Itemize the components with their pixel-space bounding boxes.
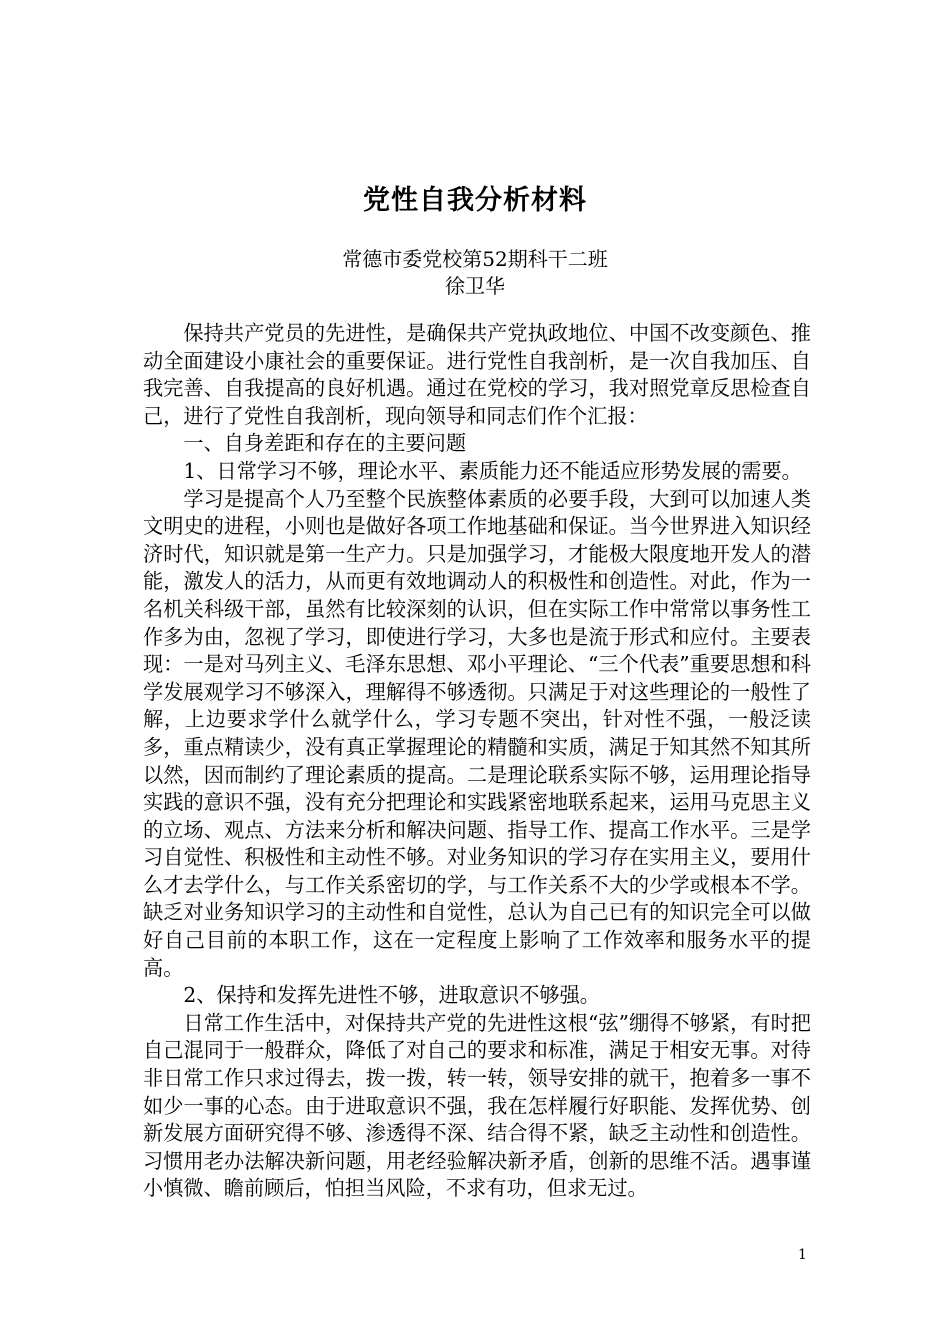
paragraph-study: 学习是提高个人乃至整个民族整体素质的必要手段，大到可以加速人类文明史的进程，小则也是做好各项工作地基础和保证。当今世界进入知识经济时代，知识就是第一生产力。只是加强学习，才能极大限度地开发人的潜能，激发人的活力，从而更有效地调动人的积极性和创造性。对此，作为一名机关科级干部，虽然有比较深刻的认识，但在实际工作中常常以事务性工作多为由，忽视了学习，即使进行学习，大多也是流于形式和应付。主要表现：一是对马列主义、毛泽东思想、邓小平理论、“三个代表”重要思想和科学发展观学习不够深入，理解得不够透彻。只满足于对这些理论的一般性了解，上边要求学什么就学什么，学习专题不突出，针对性不强，一般泛读多，重点精读少，没有真正掌握理论的精髓和实质，满足于知其然不知其所以然，因而制约了理论素质的提高。二是理论联系实际不够，运用理论指导实践的意识不强，没有充分把理论和实践紧密地联系起来，运用马克思主义的立场、观点、方法来分析和解决问题、指导工作、提高工作水平。三是学习自觉性、积极性和主动性不够。对业务知识的学习存在实用主义，要用什么才去学什么，与工作关系密切的学，与工作关系不大的少学或根本不学。缺乏对业务知识学习的主动性和自觉性，总认为自己已有的知识完全可以做好自己目前的本职工作，这在一定程度上影响了工作效率和服务水平的提高。 (143, 486, 811, 980)
section-heading-1: 一、自身差距和存在的主要问题 (183, 431, 467, 456)
document-title: 党性自我分析材料 (363, 185, 587, 216)
page-number: 1 (798, 1247, 807, 1263)
subheading-1: 1、日常学习不够，理论水平、素质能力还不能适应形势发展的需要。 (183, 458, 802, 483)
org-line: 常德市委党校第52期科干二班 (342, 247, 608, 271)
author-name: 徐卫华 (445, 274, 505, 298)
paragraph-progressiveness: 日常工作生活中，对保持共产党的先进性这根“弦”绷得不够紧，有时把自己混同于一般群众，降低了对自己的要求和标准，满足于相安无事。对待非日常工作只求过得去，拨一拨，转一转，领导安排的就干，抱着多一事不如少一事的心态。由于进取意识不强，我在怎样履行好职能、发挥优势、创新发展方面研究得不够、渗透得不深、结合得不紧，缺乏主动性和创造性。习惯用老办法解决新问题，用老经验解决新矛盾，创新的思维不活。遇事谨小慎微、瞻前顾后，怕担当风险，不求有功，但求无过。 (143, 1010, 811, 1201)
subheading-2: 2、保持和发挥先进性不够，进取意识不够强。 (183, 983, 600, 1008)
byline (0, 246, 950, 300)
paragraph-intro: 保持共产党员的先进性，是确保共产党执政地位、中国不改变颜色、推动全面建设小康社会的重要保证。进行党性自我剖析，是一次自我加压、自我完善、自我提高的良好机遇。通过在党校的学习，我对照党章反思检查自己，进行了党性自我剖析，现向领导和同志们作个汇报： (143, 321, 811, 428)
document-body (143, 320, 811, 1203)
